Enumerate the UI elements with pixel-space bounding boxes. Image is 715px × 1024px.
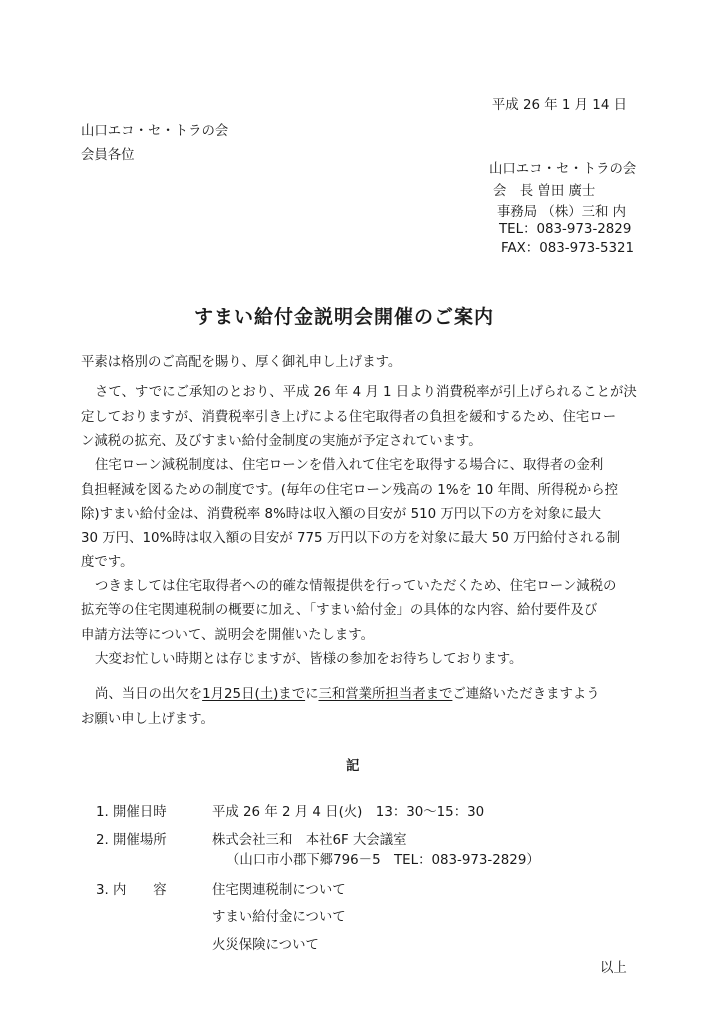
closing: 以上 xyxy=(600,961,627,976)
item-label-venue: 2. 開催場所 xyxy=(96,833,167,848)
body-line: さて、すでにご承知のとおり、平成 26 年 4 月 1 日より消費税率が引上げられることが決 xyxy=(95,385,637,400)
body-line: 大変お忙しい時期とは存じますが、皆様の参加をお待ちしております。 xyxy=(95,652,523,667)
record-heading: 記 xyxy=(346,759,360,774)
body-line: 負担軽減を図るための制度です。(毎年の住宅ローン残高の 1%を 10 年間、所得税から控 xyxy=(81,483,618,498)
item-value-date: 平成 26 年 2 月 4 日(火) 13：30～15：30 xyxy=(212,805,485,820)
item-label-date: 1. 開催日時 xyxy=(96,805,167,820)
reply-request-text: に xyxy=(305,687,319,702)
reply-contact: 三和営業所担当者まで xyxy=(318,687,453,702)
sender-office: 事務局 （株）三和 内 xyxy=(497,205,627,220)
body-line: お願い申し上げます。 xyxy=(81,712,214,727)
item-value-venue-address: （山口市小郡下郷796－5 TEL：083-973-2829） xyxy=(226,853,540,868)
body-line: 30 万円、10%時は収入額の目安が 775 万円以下の方を対象に最大 50 万円給付される制 xyxy=(81,531,621,546)
body-line: 定しておりますが、消費税率引き上げによる住宅取得者の負担を緩和するため、住宅ロー xyxy=(81,410,617,425)
sender-chair: 会 長 曽田 廣士 xyxy=(493,184,596,199)
reply-deadline: 1月25日(土)まで xyxy=(202,687,306,702)
item-value-content: 火災保険について xyxy=(212,938,319,953)
letter-date: 平成 26 年 1 月 14 日 xyxy=(491,98,627,113)
sender-org: 山口エコ・セ・トラの会 xyxy=(489,162,637,177)
reply-request-text: 尚、当日の出欠を xyxy=(95,687,203,702)
body-line: 申請方法等について、説明会を開催いたします。 xyxy=(81,628,374,643)
body-line: 平素は格別のご高配を賜り、厚く御礼申し上げます。 xyxy=(81,355,402,370)
item-label-content: 3. 内 容 xyxy=(96,883,167,898)
item-value-venue: 株式会社三和 本社6F 大会議室 xyxy=(212,833,407,848)
body-line: ン減税の拡充、及びすまい給付金制度の実施が予定されています。 xyxy=(81,434,482,449)
reply-request-line xyxy=(95,686,600,703)
body-line: 住宅ローン減税制度は、住宅ローンを借入れて住宅を取得する場合に、取得者の金利 xyxy=(95,458,604,473)
recipient-org: 山口エコ・セ・トラの会 xyxy=(81,124,229,139)
sender-fax: FAX：083-973-5321 xyxy=(501,241,635,256)
body-line: 除)すまい給付金は、消費税率 8%時は収入額の目安が 510 万円以下の方を対象に最大 xyxy=(81,507,602,522)
item-value-content: すまい給付金について xyxy=(212,910,346,925)
body-line: 拡充等の住宅関連税制の概要に加え、「すまい給付金」の具体的な内容、給付要件及び xyxy=(81,603,598,618)
item-value-content: 住宅関連税制について xyxy=(212,883,346,898)
recipient: 会員各位 xyxy=(81,148,135,163)
body-line: つきましては住宅取得者への的確な情報提供を行っていただくため、住宅ローン減税の xyxy=(95,579,617,594)
letter-title: すまい給付金説明会開催のご案内 xyxy=(194,306,495,328)
sender-tel: TEL：083-973-2829 xyxy=(499,222,632,237)
body-line: 度です。 xyxy=(81,555,134,570)
reply-request-text: ご連絡いただきますよう xyxy=(452,687,600,702)
